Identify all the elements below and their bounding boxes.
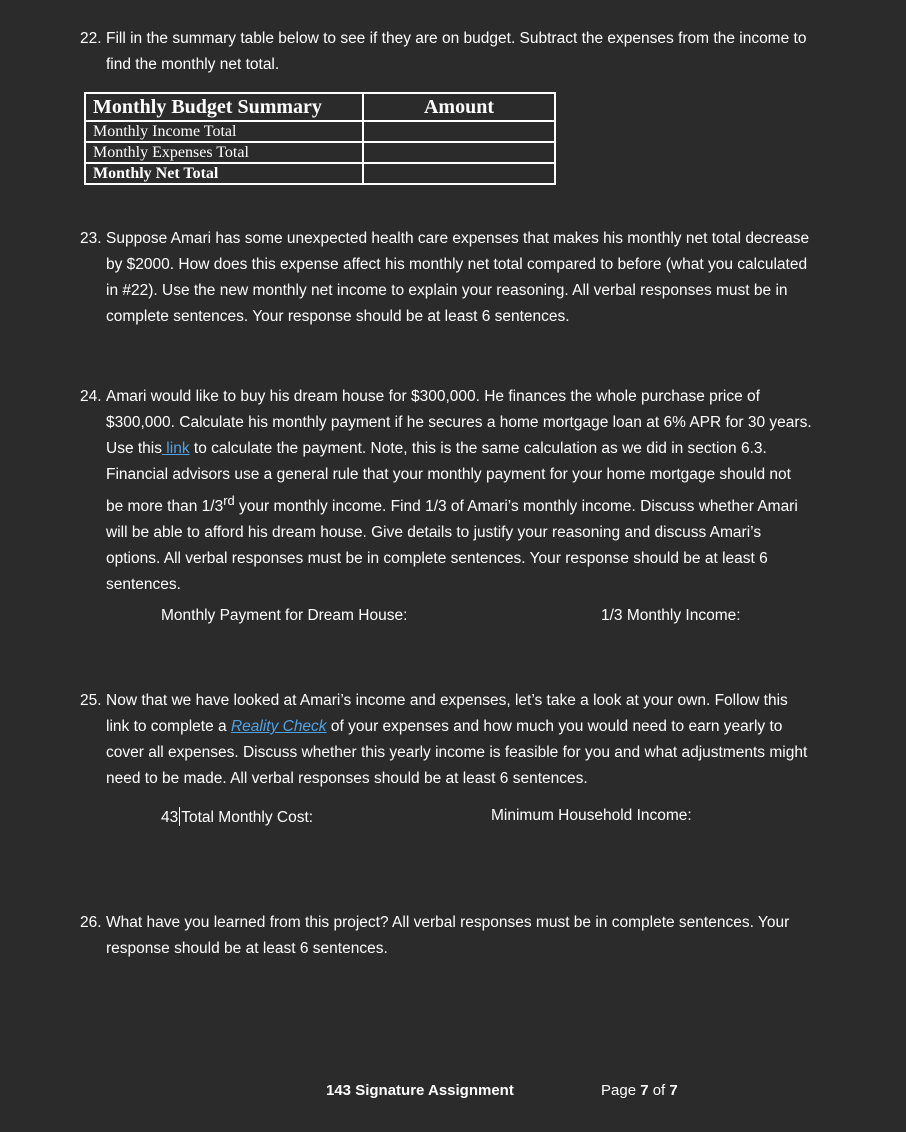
payment-calculator-link[interactable]: link (162, 440, 190, 457)
question-number: 22. (80, 30, 102, 47)
question-24 (80, 384, 880, 598)
question-text: options. All verbal responses must be in complete sentences. Your response should be at least 6 (106, 550, 768, 568)
current-page: 7 (640, 1082, 649, 1099)
footer-page-number (601, 1082, 678, 1099)
text-segment: Page (601, 1082, 641, 1099)
question-25 (80, 688, 880, 792)
text-segment: to calculate the payment. Note, this is the same calculation as we did in section 6.3. (189, 440, 767, 457)
amount-cell[interactable] (363, 163, 555, 184)
question-text (106, 714, 880, 740)
budget-summary-table (84, 92, 556, 185)
table-header-label: Monthly Budget Summary (85, 93, 363, 121)
amount-cell[interactable] (363, 121, 555, 142)
dream-house-payment-field[interactable]: Monthly Payment for Dream House: (161, 607, 408, 624)
text-segment: your monthly income. Find 1/3 of Amari’s monthly income. Discuss whether Amari (234, 498, 798, 516)
text-segment: be more than 1/3 (106, 498, 224, 516)
amount-cell[interactable] (363, 142, 555, 163)
question-text: response should be at least 6 sentences. (106, 940, 388, 957)
footer-assignment-title: 143 Signature Assignment (326, 1082, 514, 1099)
question-text: sentences. (106, 576, 181, 594)
minimum-household-income-field[interactable]: Minimum Household Income: (491, 807, 692, 824)
total-pages: 7 (669, 1082, 678, 1099)
question-26 (80, 910, 880, 962)
question-text (106, 488, 880, 520)
table-header-row (85, 93, 555, 121)
total-monthly-cost-field[interactable] (161, 807, 313, 827)
question-text: need to be made. All verbal responses should be at least 6 sentences. (106, 770, 588, 787)
question-text (106, 436, 880, 462)
question-text: Now that we have looked at Amari’s income and expenses, let’s take a look at your own. Follow this (106, 692, 788, 709)
row-label: Monthly Expenses Total (85, 142, 363, 163)
text-segment: link to complete a (106, 718, 231, 735)
question-text: Financial advisors use a general rule that your monthly payment for your home mortgage should not (106, 466, 791, 483)
question-text: complete sentences. Your response should be at least 6 sentences. (106, 308, 570, 325)
question-text: $300,000. Calculate his monthly payment if he secures a home mortgage loan at 6% APR for 30 years. (106, 414, 812, 431)
question-number: 23. (80, 230, 102, 247)
superscript: rd (223, 493, 235, 508)
table-row (85, 142, 555, 163)
table-header-amount: Amount (363, 93, 555, 121)
question-text: Fill in the summary table below to see if they are on budget. Subtract the expenses from the income to (106, 30, 807, 47)
question-text: What have you learned from this project? All verbal responses must be in complete sentences. Your (106, 914, 790, 931)
question-number: 26. (80, 914, 102, 931)
question-number: 25. (80, 692, 102, 709)
question-text: find the monthly net total. (106, 56, 280, 73)
text-segment: of your expenses and how much you would need to earn yearly to (326, 718, 783, 735)
question-text: cover all expenses. Discuss whether this yearly income is feasible for you and what adjustments might (106, 744, 808, 761)
table-row (85, 163, 555, 184)
question-text: Amari would like to buy his dream house for $300,000. He finances the whole purchase price of (106, 388, 760, 405)
row-label: Monthly Net Total (85, 163, 363, 184)
question-text: Suppose Amari has some unexpected health care expenses that makes his monthly net total decrease (106, 230, 810, 247)
question-22 (80, 26, 880, 78)
question-text: in #22). Use the new monthly net income to explain your reasoning. All verbal responses must be in (106, 282, 788, 299)
field-prefix: 43 (161, 809, 179, 826)
text-segment: Use this (106, 440, 162, 457)
one-third-income-field[interactable]: 1/3 Monthly Income: (601, 607, 741, 624)
question-text: will be able to afford his dream house. Give details to justify your reasoning and discuss Amari’s (106, 524, 762, 542)
row-label: Monthly Income Total (85, 121, 363, 142)
text-segment: of (648, 1082, 670, 1099)
table-row (85, 121, 555, 142)
question-23 (80, 226, 880, 330)
field-label: Total Monthly Cost: (181, 809, 314, 826)
question-number: 24. (80, 388, 102, 405)
reality-check-link[interactable]: Reality Check (230, 718, 327, 735)
question-text: by $2000. How does this expense affect his monthly net total compared to before (what you calculated (106, 256, 808, 273)
